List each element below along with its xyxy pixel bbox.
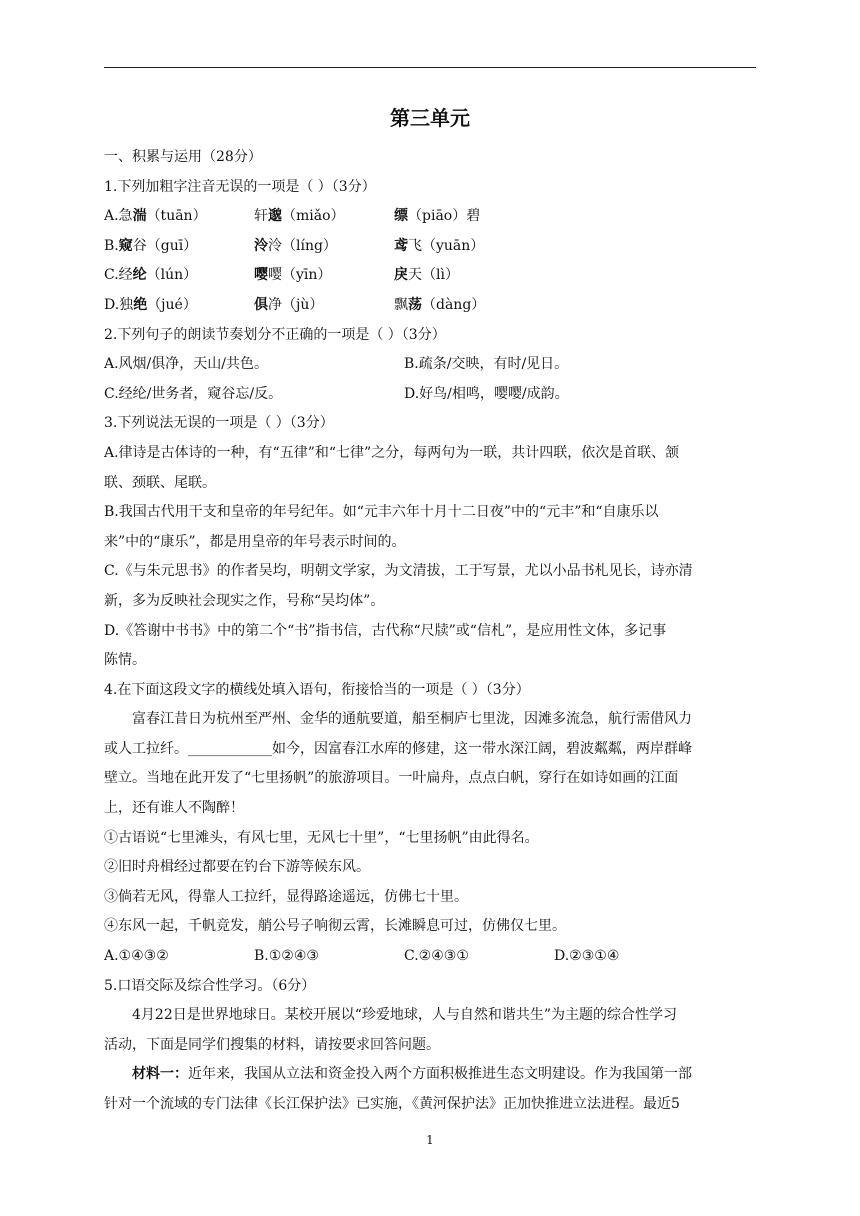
q4-option-b: B.①②④③	[254, 948, 319, 965]
option-text: （miǎo）	[282, 208, 345, 225]
q4-option-c: C.②④③①	[404, 948, 469, 965]
bold-character: 俱	[254, 296, 268, 313]
q1-option-item	[254, 261, 394, 291]
q4-sentence: ④东风一起，千帆竞发，艄公号子响彻云霄，长滩瞬息可过，仿佛仅七里。	[104, 918, 566, 935]
q4-sentence: ①古语说“七里滩头，有风七里，无风七十里”，“七里扬帆”由此得名。	[104, 829, 539, 846]
q1-option-row	[104, 202, 756, 232]
option-text: 净（jù）	[268, 296, 324, 313]
q1-option-item	[394, 202, 480, 232]
header-rule	[104, 67, 756, 68]
q3-stem: 3.下列说法无误的一项是（ ）（3分）	[104, 415, 334, 432]
bold-character: 绝	[133, 296, 148, 313]
q2-option-row	[104, 380, 756, 410]
q4-option-d: D.②③①④	[554, 948, 620, 965]
option-text: A.急	[104, 208, 133, 225]
q4-stem: 4.在下面这段文字的横线处填入语句，衔接恰当的一项是（ ）（3分）	[104, 681, 530, 698]
q5-stem: 5.口语交际及综合性学习。（6分）	[104, 977, 316, 994]
q3-line: D.《答谢中书书》中的第二个“书”指书信，古代称“尺牍”或“信札”，是应用性文体，多记事	[104, 622, 667, 639]
q1-option-row	[104, 232, 756, 262]
q1-option-row	[104, 261, 756, 291]
q2-option-a: A.风烟/俱净，天山/共色。	[104, 356, 268, 373]
bold-character: 邈	[268, 208, 282, 225]
section-heading: 一、积累与运用（28分）	[104, 149, 262, 165]
q3-line: B.我国古代用干支和皇帝的年号纪年。如“元丰六年十月十二日夜”中的“元丰”和“自康乐以	[104, 504, 659, 521]
option-text: （lún）	[146, 267, 198, 284]
q1-stem: 1.下列加粗字注音无误的一项是（ ）（3分）	[104, 178, 376, 195]
option-text: （dàng）	[422, 296, 486, 313]
q1-option-item	[394, 291, 485, 321]
q2-option-c: C.经纶/世务者，窥谷忘/反。	[104, 385, 283, 402]
q4-sentence: ②旧时舟楫经过都要在钓台下游等候东风。	[104, 859, 370, 876]
q2-option-d: D.好鸟/相鸣，嘤嘤/成韵。	[404, 385, 569, 402]
bold-character: 嘤	[254, 267, 268, 284]
q1-option-item	[394, 232, 484, 262]
q4-passage-line: 或人工拉纤。____________如今，因富春江水库的修建，这一带水深江阔，碧波粼粼，两岸群峰	[104, 740, 692, 757]
q3-line: 陈情。	[104, 652, 146, 669]
q1-option-item	[104, 291, 254, 321]
q2-stem: 2.下列句子的朗读节奏划分不正确的一项是（ ）（3分）	[104, 326, 446, 343]
q5-material-line: 针对一个流域的专门法律《长江保护法》已实施，《黄河保护法》正加快推进立法进程。最近5	[104, 1096, 680, 1112]
q2-option-row	[104, 350, 756, 380]
q3-line: 来”中的“康乐”，都是用皇帝的年号表示时间的。	[104, 533, 406, 550]
page-title: 第三单元	[390, 106, 470, 130]
q3-line: 联、颈联、尾联。	[104, 474, 216, 491]
bold-character: 窥	[118, 237, 133, 254]
option-text: 嘤（yīn）	[268, 267, 332, 284]
q2-option-b: B.疏条/交映，有时/见日。	[404, 356, 569, 373]
page-number: 1	[426, 1133, 434, 1147]
material-label: 材料一：	[132, 1066, 188, 1083]
bold-character: 缥	[394, 208, 408, 225]
q4-option-a: A.①④③②	[104, 948, 169, 965]
q1-option-row	[104, 291, 756, 321]
option-text: 天（lì）	[408, 267, 459, 284]
option-text: （piāo）碧	[408, 208, 481, 225]
option-text: （tuān）	[146, 208, 207, 225]
q3-line: 新，多为反映社会现实之作，号称“吴均体”。	[104, 592, 385, 609]
q1-option-item	[104, 232, 254, 262]
q4-passage-line: 壁立。当地在此开发了“七里扬帆”的旅游项目。一叶扁舟，点点白帆，穿行在如诗如画的江面	[104, 770, 679, 787]
q4-option-row	[104, 942, 756, 972]
option-text: C.经	[104, 267, 133, 284]
bold-character: 纶	[132, 267, 147, 284]
bold-character: 戾	[394, 267, 408, 284]
q3-line: A.律诗是古体诗的一种，有“五律”和“七律”之分，每两句为一联，共计四联，依次是首联、颔	[104, 444, 680, 461]
bold-character: 荡	[408, 296, 422, 313]
q1-option-item	[104, 202, 254, 232]
option-text: 轩	[254, 208, 268, 225]
q1-option-item	[254, 232, 394, 262]
bold-character: 泠	[254, 237, 268, 254]
option-text: D.独	[104, 296, 134, 313]
material-text: 近年来，我国从立法和资金投入两个方面积极推进生态文明建设。作为我国第一部	[188, 1066, 692, 1083]
option-text: 飘	[394, 296, 408, 313]
q1-option-item	[394, 261, 459, 291]
q4-passage-line: 上，还有谁人不陶醉！	[104, 800, 244, 817]
q1-option-item	[254, 291, 394, 321]
q4-passage-line: 富春江昔日为杭州至严州、金华的通航要道，船至桐庐七里泷，因滩多流急，航行需借风力	[132, 711, 692, 728]
option-text: 泠（líng）	[268, 237, 337, 254]
option-text: B.	[104, 237, 119, 254]
q5-intro-line: 4月22日是世界地球日。某校开展以“珍爱地球，人与自然和谐共生”为主题的综合性学习	[132, 1007, 678, 1024]
bold-character: 湍	[132, 208, 147, 225]
option-text: 飞（yuān）	[408, 237, 485, 254]
q1-option-item	[254, 202, 394, 232]
q5-material-line	[104, 1060, 756, 1090]
document-body	[104, 143, 756, 1120]
q5-intro-line: 活动，下面是同学们搜集的材料，请按要求回答问题。	[104, 1036, 440, 1053]
option-text: 谷（guī）	[132, 237, 198, 254]
q4-sentence: ③倘若无风，得靠人工拉纤，显得路途遥远，仿佛七十里。	[104, 888, 468, 905]
q3-line: C.《与朱元思书》的作者吴均，明朝文学家，为文清拔，工于写景，尤以小品书札见长，诗亦清	[104, 563, 693, 580]
option-text: （jué）	[147, 296, 197, 313]
q1-option-item	[104, 261, 254, 291]
q1-options	[104, 202, 756, 320]
bold-character: 鸢	[394, 237, 408, 254]
